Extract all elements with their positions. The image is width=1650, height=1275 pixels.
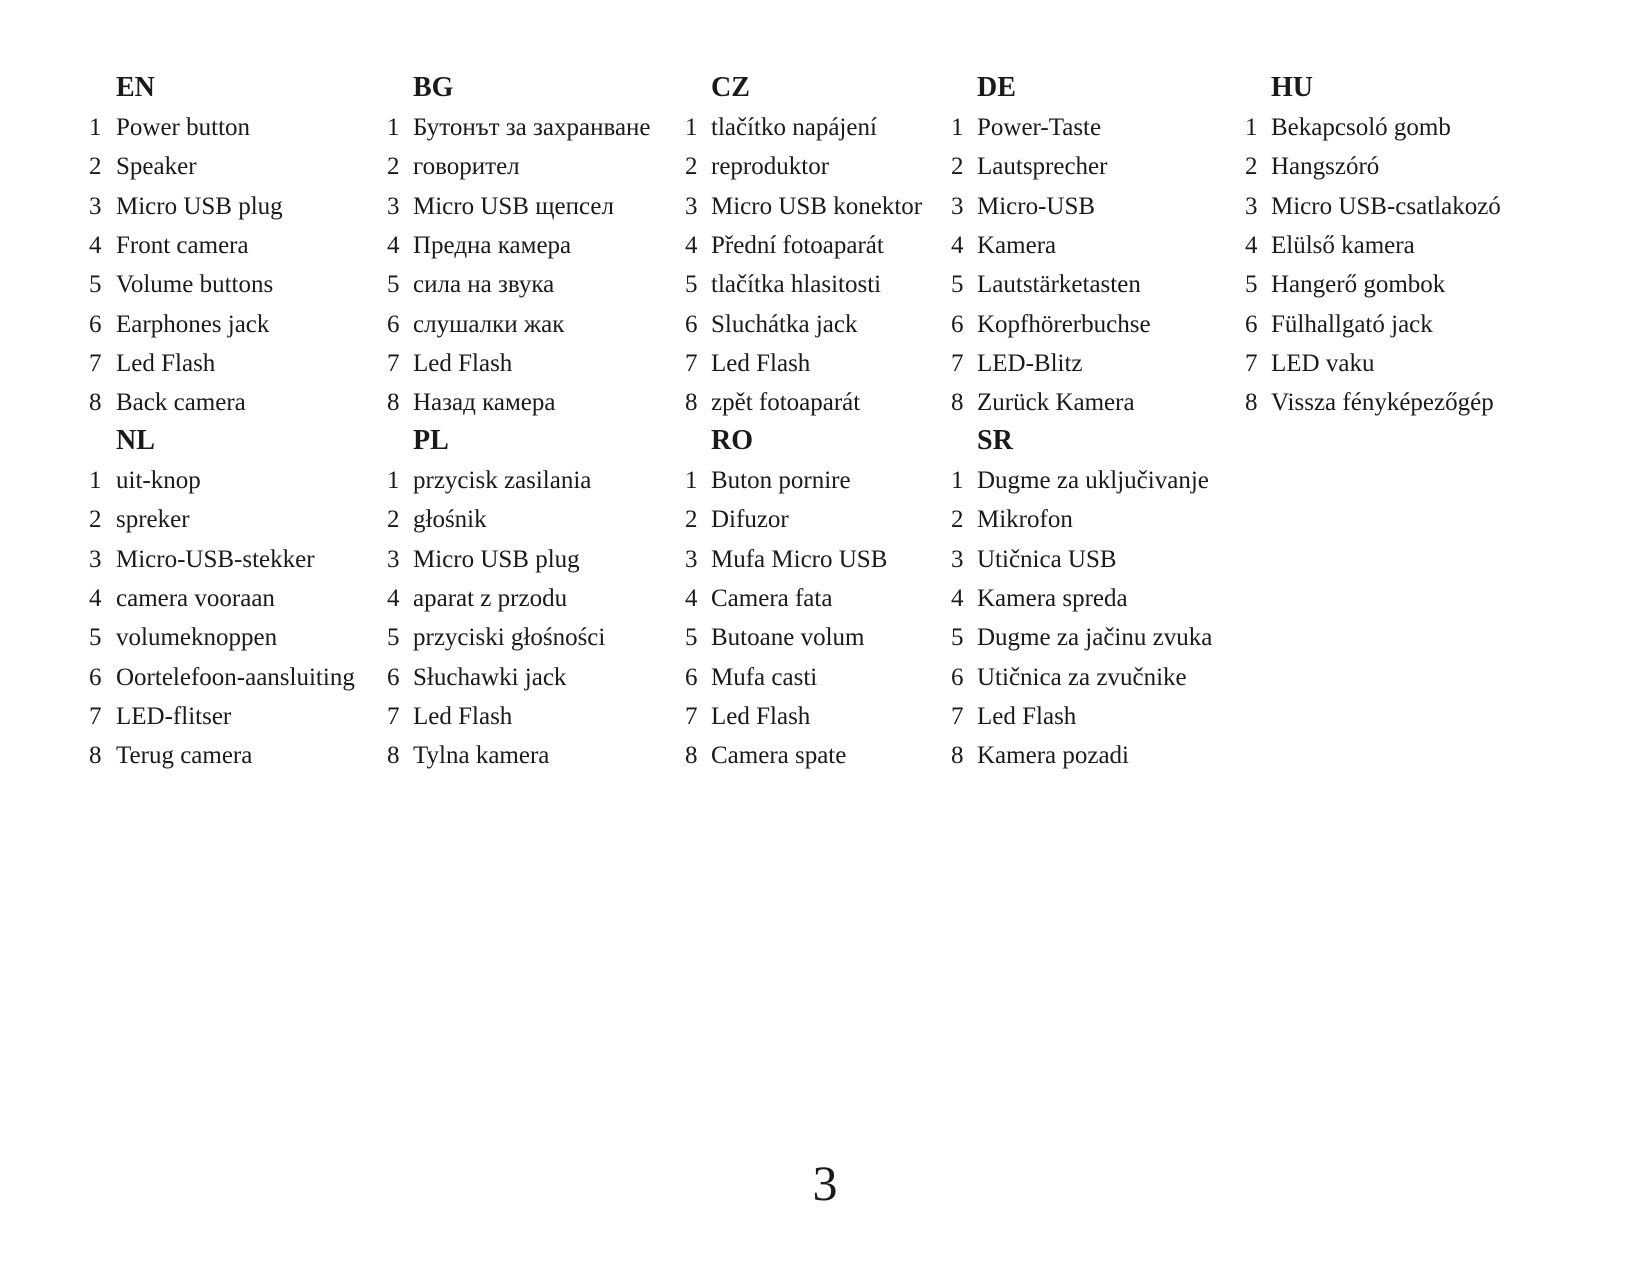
item-label: spreker <box>116 506 190 533</box>
item-number: 7 <box>89 703 102 730</box>
item-number: 6 <box>685 311 698 338</box>
language-code-heading: DE <box>977 72 1016 103</box>
item-label: Kamera spreda <box>977 585 1128 612</box>
item-number: 5 <box>685 624 698 651</box>
item-number: 5 <box>685 271 698 298</box>
item-label: Mikrofon <box>977 506 1073 533</box>
item-label: Zurück Kamera <box>977 389 1135 416</box>
item-label: Camera spate <box>711 742 847 769</box>
item-label: Micro USB plug <box>413 546 580 573</box>
item-number: 2 <box>89 506 102 533</box>
item-number: 5 <box>387 624 400 651</box>
item-label: Kopfhörerbuchse <box>977 311 1151 338</box>
item-number: 8 <box>387 389 400 416</box>
item-number: 8 <box>89 742 102 769</box>
item-label: слушалки жак <box>413 311 565 338</box>
item-number: 6 <box>89 664 102 691</box>
item-number: 6 <box>951 664 964 691</box>
item-label: Speaker <box>116 153 197 180</box>
item-label: Micro USB konektor <box>711 193 923 220</box>
language-code-heading: NL <box>116 425 155 456</box>
item-label: Led Flash <box>116 350 216 377</box>
item-label: Earphones jack <box>116 311 270 338</box>
item-label: przycisk zasilania <box>413 467 592 494</box>
item-number: 1 <box>685 114 698 141</box>
item-number: 5 <box>89 624 102 651</box>
item-number: 7 <box>951 703 964 730</box>
item-number: 8 <box>685 389 698 416</box>
item-number: 1 <box>951 467 964 494</box>
item-label: Terug camera <box>116 742 253 769</box>
item-number: 7 <box>387 350 400 377</box>
item-number: 4 <box>387 585 400 612</box>
item-label: tlačítka hlasitosti <box>711 271 882 298</box>
item-label: Dugme za jačinu zvuka <box>977 624 1213 651</box>
item-number: 1 <box>1245 114 1258 141</box>
item-number: 2 <box>685 506 698 533</box>
item-number: 7 <box>685 703 698 730</box>
item-number: 6 <box>951 311 964 338</box>
item-number: 8 <box>1245 389 1258 416</box>
item-number: 7 <box>951 350 964 377</box>
item-number: 5 <box>1245 271 1258 298</box>
item-number: 7 <box>685 350 698 377</box>
item-number: 7 <box>89 350 102 377</box>
item-label: Fülhallgató jack <box>1271 311 1433 338</box>
item-number: 3 <box>89 546 102 573</box>
item-label: Back camera <box>116 389 246 416</box>
item-label: Micro USB щепсел <box>413 193 614 220</box>
item-label: Micro USB plug <box>116 193 283 220</box>
item-label: Led Flash <box>977 703 1077 730</box>
language-code-heading: SR <box>977 425 1013 456</box>
item-label: Micro USB-csatlakozó <box>1271 193 1501 220</box>
item-label: Бутонът за захранване <box>413 114 651 141</box>
item-label: przyciski głośności <box>413 624 606 651</box>
item-number: 4 <box>1245 232 1258 259</box>
item-label: Camera fata <box>711 585 833 612</box>
item-label: Назад камера <box>413 389 556 416</box>
language-code-heading: CZ <box>711 72 750 103</box>
item-number: 8 <box>951 389 964 416</box>
item-label: Lautsprecher <box>977 153 1108 180</box>
language-code-heading: EN <box>116 72 155 103</box>
item-number: 4 <box>387 232 400 259</box>
item-number: 3 <box>89 193 102 220</box>
item-number: 8 <box>89 389 102 416</box>
language-code-heading: PL <box>413 425 449 456</box>
item-number: 1 <box>685 467 698 494</box>
item-label: Butoane volum <box>711 624 865 651</box>
item-label: LED-Blitz <box>977 350 1083 377</box>
language-code-heading: BG <box>413 72 454 103</box>
item-number: 3 <box>951 193 964 220</box>
item-label: Led Flash <box>711 703 811 730</box>
item-label: LED-flitser <box>116 703 232 730</box>
item-number: 3 <box>685 193 698 220</box>
item-number: 4 <box>685 585 698 612</box>
item-label: Oortelefoon-aansluiting <box>116 664 355 691</box>
item-number: 6 <box>387 311 400 338</box>
item-number: 1 <box>387 467 400 494</box>
item-label: Led Flash <box>413 703 513 730</box>
item-label: Volume buttons <box>116 271 274 298</box>
item-number: 4 <box>685 232 698 259</box>
item-number: 2 <box>89 153 102 180</box>
item-label: Elülső kamera <box>1271 232 1415 259</box>
item-number: 3 <box>1245 193 1258 220</box>
item-number: 3 <box>685 546 698 573</box>
item-number: 3 <box>387 193 400 220</box>
item-label: Предна камера <box>413 232 572 259</box>
item-number: 3 <box>951 546 964 573</box>
item-number: 5 <box>951 271 964 298</box>
page-number: 3 <box>812 1155 838 1211</box>
item-label: Hangerő gombok <box>1271 271 1446 298</box>
item-number: 2 <box>387 506 400 533</box>
item-number: 3 <box>387 546 400 573</box>
item-number: 1 <box>387 114 400 141</box>
item-label: tlačítko napájení <box>711 114 877 141</box>
item-number: 2 <box>685 153 698 180</box>
item-label: Lautstärketasten <box>977 271 1141 298</box>
item-label: Utičnica USB <box>977 546 1117 573</box>
item-number: 7 <box>387 703 400 730</box>
item-number: 5 <box>387 271 400 298</box>
item-label: Tylna kamera <box>413 742 550 769</box>
item-label: Utičnica za zvučnike <box>977 664 1187 691</box>
item-label: Mufa casti <box>711 664 818 691</box>
item-label: Led Flash <box>413 350 513 377</box>
item-label: Bekapcsoló gomb <box>1271 114 1451 141</box>
item-label: Słuchawki jack <box>413 664 567 691</box>
item-number: 6 <box>89 311 102 338</box>
item-label: Kamera pozadi <box>977 742 1130 769</box>
item-label: Vissza fényképezőgép <box>1271 389 1494 416</box>
item-number: 8 <box>387 742 400 769</box>
item-number: 8 <box>951 742 964 769</box>
item-label: zpět fotoaparát <box>711 389 861 416</box>
item-number: 8 <box>685 742 698 769</box>
item-label: Micro-USB <box>977 193 1096 220</box>
item-label: Front camera <box>116 232 249 259</box>
item-number: 5 <box>951 624 964 651</box>
item-number: 2 <box>387 153 400 180</box>
item-number: 6 <box>685 664 698 691</box>
item-number: 4 <box>951 232 964 259</box>
item-number: 2 <box>951 153 964 180</box>
item-label: volumeknoppen <box>116 624 278 651</box>
item-number: 4 <box>89 585 102 612</box>
item-label: Led Flash <box>711 350 811 377</box>
item-label: głośnik <box>413 506 487 533</box>
item-number: 7 <box>1245 350 1258 377</box>
item-label: Micro-USB-stekker <box>116 546 315 573</box>
language-code-heading: RO <box>711 425 753 456</box>
item-label: Sluchátka jack <box>711 311 858 338</box>
item-label: Difuzor <box>711 506 789 533</box>
item-number: 2 <box>951 506 964 533</box>
item-number: 6 <box>1245 311 1258 338</box>
item-number: 1 <box>951 114 964 141</box>
item-number: 6 <box>387 664 400 691</box>
item-label: Power button <box>116 114 251 141</box>
item-label: Přední fotoaparát <box>711 232 884 259</box>
item-label: Kamera <box>977 232 1057 259</box>
item-label: Dugme za uključivanje <box>977 467 1209 494</box>
item-label: Buton pornire <box>711 467 851 494</box>
item-number: 1 <box>89 467 102 494</box>
item-number: 4 <box>89 232 102 259</box>
item-label: aparat z przodu <box>413 585 568 612</box>
item-label: reproduktor <box>711 153 830 180</box>
item-number: 2 <box>1245 153 1258 180</box>
item-number: 1 <box>89 114 102 141</box>
item-label: camera vooraan <box>116 585 275 612</box>
item-number: 4 <box>951 585 964 612</box>
language-code-heading: HU <box>1271 72 1313 103</box>
item-label: сила на звука <box>413 271 555 298</box>
item-label: uit-knop <box>116 467 201 494</box>
item-label: Hangszóró <box>1271 153 1380 180</box>
item-number: 5 <box>89 271 102 298</box>
item-label: Power-Taste <box>977 114 1102 141</box>
item-label: говорител <box>413 153 520 180</box>
item-label: Mufa Micro USB <box>711 546 888 573</box>
item-label: LED vaku <box>1271 350 1375 377</box>
